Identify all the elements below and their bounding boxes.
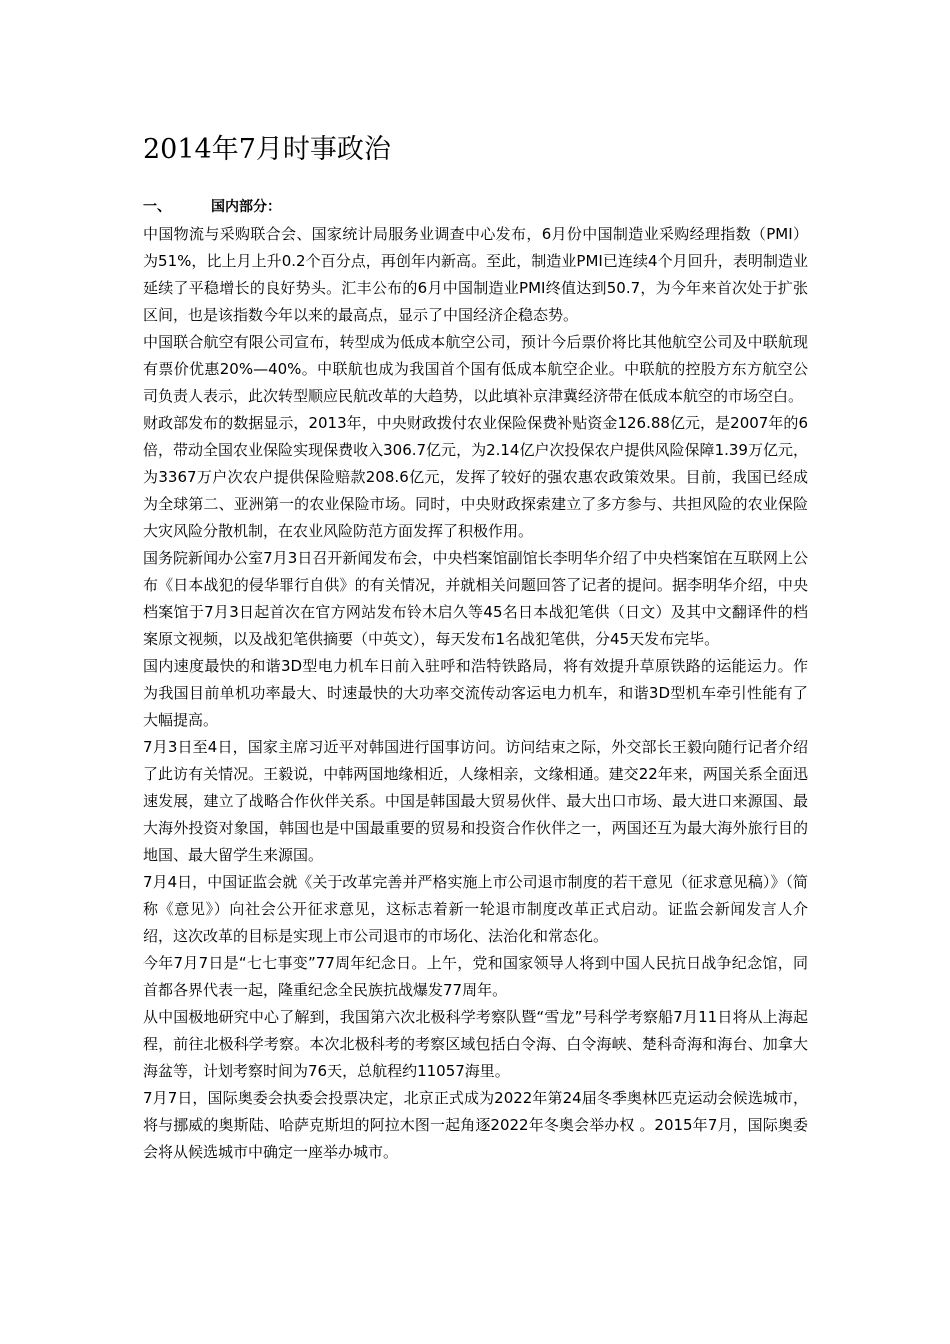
paragraph-pmi: 中国物流与采购联合会、国家统计局服务业调查中心发布，6月份中国制造业采购经理指数（PMI）为51%，比上月上升0.2个百分点，再创年内新高。至此，制造业PMI已连续4个月回升，表明制造业延续了平稳增长的良好势头。汇丰公布的6月中国制造业PMI终值达到50.7，为今年来首次处于扩张区间，也是该指数今年以来的最高点，显示了中国经济企稳态势。: [143, 225, 808, 324]
paragraph-winter-olympics: 7月7日，国际奥委会执委会投票决定，北京正式成为2022年第24届冬季奥林匹克运动会候选城市，将与挪威的奥斯陆、哈萨克斯坦的阿拉木图一起角逐2022年冬奥会举办权 。2015年7月，国际奥委会将从候选城市中确定一座举办城市。: [143, 1089, 808, 1161]
paragraph-arctic-expedition: 从中国极地研究中心了解到，我国第六次北极科学考察队暨“雪龙”号科学考察船7月11日将从上海起程，前往北极科学考察。本次北极科考的考察区域包括白令海、白令海峡、楚科奇海和海台、加拿大海盆等，计划考察时间为76天，总航程约11057海里。: [143, 1008, 808, 1080]
paragraph-july-7-incident: 今年7月7日是“七七事变”77周年纪念日。上午，党和国家领导人将到中国人民抗日战争纪念馆，同首都各界代表一起，隆重纪念全民族抗战爆发77周年。: [143, 954, 808, 999]
section-number: 一、: [143, 199, 171, 215]
document-title: 2014年7月时事政治: [143, 134, 391, 165]
paragraph-china-united-airlines: 中国联合航空有限公司宣布，转型成为低成本航空公司，预计今后票价将比其他航空公司及中联航现有票价优惠20%—40%。中联航也成为我国首个国有低成本航空企业。中联航的控股方东方航空公司负责人表示，此次转型顺应民航改革的大趋势，以此填补京津冀经济带在低成本航空的市场空白。: [143, 333, 808, 405]
paragraph-korea-state-visit: 7月3日至4日，国家主席习近平对韩国进行国事访问。访问结束之际，外交部长王毅向随行记者介绍了此访有关情况。王毅说，中韩两国地缘相近，人缘相亲，文缘相通。建交22年来，两国关系全面迅速发展，建立了战略合作伙伴关系。中国是韩国最大贸易伙伴、最大出口市场、最大进口来源国、最大海外投资对象国，韩国也是中国最重要的贸易和投资合作伙伴之一，两国还互为最大海外旅行目的地国、最大留学生来源国。: [143, 738, 808, 864]
paragraph-agricultural-insurance: 财政部发布的数据显示，2013年，中央财政拨付农业保险保费补贴资金126.88亿元，是2007年的6倍，带动全国农业保险实现保费收入306.7亿元，为2.14亿户次投保农户提供风险保障1.39万亿元，为3367万户次农户提供保险赔款208.6亿元，发挥了较好的强农惠农政策效果。目前，我国已经成为全球第二、亚洲第一的农业保险市场。同时，中央财政探索建立了多方参与、共担风险的农业保险大灾风险分散机制，在农业风险防范方面发挥了积极作用。: [143, 414, 808, 540]
section-heading: [143, 192, 808, 222]
paragraph-central-archives: 国务院新闻办公室7月3日召开新闻发布会，中央档案馆副馆长李明华介绍了中央档案馆在互联网上公布《日本战犯的侵华罪行自供》的有关情况，并就相关问题回答了记者的提问。据李明华介绍，中央档案馆于7月3日起首次在官方网站发布铃木启久等45名日本战犯笔供（日文）及其中文翻译件的档案原文视频，以及战犯笔供摘要（中英文），每天发布1名战犯笔供，分45天发布完毕。: [143, 549, 808, 648]
section-label: 国内部分：: [211, 199, 281, 215]
document-body: [143, 192, 808, 1166]
paragraph-delisting-reform: 7月4日，中国证监会就《关于改革完善并严格实施上市公司退市制度的若干意见（征求意见稿）》（简称《意见》）向社会公开征求意见，这标志着新一轮退市制度改革正式启动。证监会新闻发言人介绍，这次改革的目标是实现上市公司退市的市场化、法治化和常态化。: [143, 873, 808, 945]
paragraph-hxd3d-locomotive: 国内速度最快的和谐3D型电力机车日前入驻呼和浩特铁路局，将有效提升草原铁路的运能运力。作为我国目前单机功率最大、时速最快的大功率交流传动客运电力机车，和谐3D型机车牵引性能有了大幅提高。: [143, 657, 808, 729]
